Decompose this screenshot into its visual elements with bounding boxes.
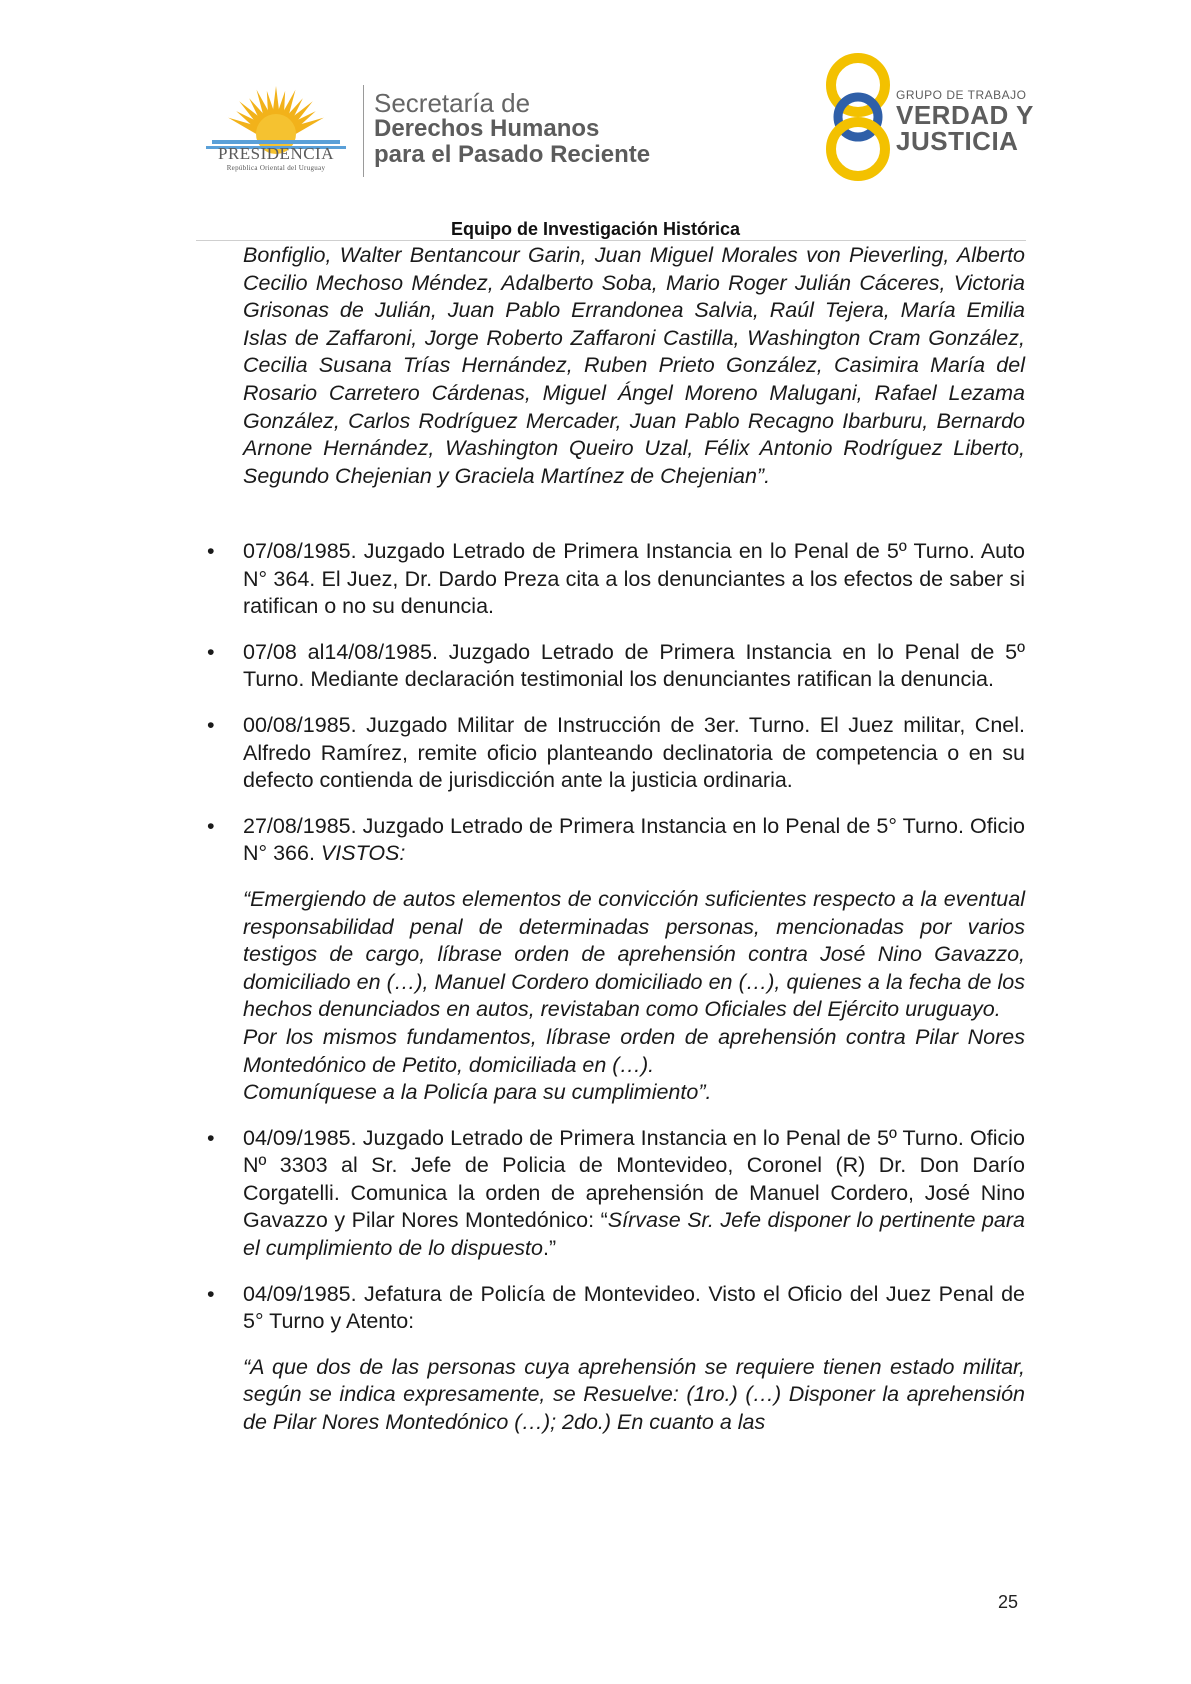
entry-text: 00/08/1985. Juzgado Militar de Instrucción de 3er. Turno. El Juez militar, Cnel. Alfredo Ramírez, remite oficio planteando declinatoria de competencia o en su defecto contienda de jurisdicción ante la justicia ordinaria. [243,712,1025,793]
bullet-icon: • [207,1125,215,1150]
bullet-icon: • [207,1281,215,1306]
continuation-text: Bonfiglio, Walter Bentancour Garin, Juan Miguel Morales von Pieverling, Alberto Cecilio Mechoso Méndez, Adalberto Soba, Mario Roger Julián Cáceres, Victoria Grisonas de Julián, Juan Pablo Errandonea Salvia, Raúl Tejera, María Emilia Islas de Zaffaroni, Jorge Roberto Zaffaroni Castilla, Washington Cram González, Cecilia Susana Trías Hernández, Ruben Prieto González, Casimira María del Rosario Carretero Cárdenas, Miguel Ángel Moreno Malugani, Rafael Lezama González, Carlos Rodríguez Mercader, Juan Pablo Recagno Ibarburu, Bernardo Arnone Hernández, Washington Queiro Uzal, Félix Antonio Rodríguez Liberto, Segundo Chejenian y Graciela Martínez de Chejenian”. [243,243,1025,488]
list-item [207,538,1025,621]
presidencia-title: PRESIDENCIA [217,144,334,163]
secretaria-line-3: para el Pasado Reciente [374,141,651,168]
entry-italic-text: Sírvase Sr. Jefe disponer lo pertinente para el cumplimiento de lo dispuesto [243,1208,1025,1261]
entry-tail-text: .” [542,1236,557,1261]
entry-text: 07/08 al14/08/1985. Juzgado Letrado de Primera Instancia en lo Penal de 5º Turno. Mediante declaración testimonial los denunciantes ratifican la denuncia. [243,639,1025,692]
entries-list [207,538,1025,1455]
header-divider [363,85,364,177]
quote-line: “A que dos de las personas cuya aprehensión se requiere tienen estado militar, según se indica expresamente, se Resuelve: (1ro.) (…) Disponer la aprehensión de Pilar Nores Montedónico (…); 2do.) En cuanto a las [243,1354,1025,1435]
verdad-label: VERDAD Y [896,100,1034,130]
quote-line: “Emergiendo de autos elementos de convicción suficientes respecto a la eventual responsabilidad penal de determinadas personas, mencionadas por varios testigos de cargo, líbrase orden de aprehensión contra José Nino Gavazzo, domiciliado en (…), Manuel Cordero domiciliado en (…), quienes a la fecha de los hechos denunciados en autos, revistaban como Oficiales del Ejército uruguayo. [243,886,1025,1022]
bullet-icon: • [207,813,215,838]
bullet-icon: • [207,539,215,563]
section-title: Equipo de Investigación Histórica [450,219,741,239]
list-item [207,639,1025,694]
continuation-paragraph [243,242,1025,490]
secretaria-logo-text [374,90,650,168]
bullet-icon: • [207,639,215,664]
quoted-resolution [243,886,1025,1107]
secretaria-line-2: Derechos Humanos [374,115,600,142]
entry-text: 07/08/1985. Juzgado Letrado de Primera Instancia en lo Penal de 5º Turno. Auto N° 364. El Juez, Dr. Dardo Preza cita a los denunciantes a los efectos de saber si ratifican o no su denuncia. [243,539,1025,619]
quote-line: Por los mismos fundamentos, líbrase orden de aprehensión contra Pilar Nores Montedónico de Petito, domiciliada en (…). [243,1024,1025,1077]
header-rule [196,240,1026,241]
page-header [0,0,1191,240]
entry-text: 04/09/1985. Jefatura de Policía de Montevideo. Visto el Oficio del Juez Penal de 5° Turno y Atento: [243,1281,1025,1334]
verdad-justicia-rings-logo-icon [818,52,898,182]
page-number: 25 [998,1592,1019,1612]
list-item [207,1125,1025,1263]
justicia-label: JUSTICIA [896,126,1019,156]
list-item [207,813,1025,1107]
presidencia-subtitle: República Oriental del Uruguay [226,164,326,172]
verdad-justicia-logo-text [896,88,1034,154]
quote-line: Comuníquese a la Policía para su cumplimiento”. [243,1080,712,1105]
bullet-icon: • [207,712,215,737]
list-item [207,1281,1025,1437]
entry-text: 27/08/1985. Juzgado Letrado de Primera Instancia en lo Penal de 5° Turno. Oficio N° 366. [243,813,1025,866]
entry-text: 04/09/1985. Juzgado Letrado de Primera Instancia en lo Penal de 5º Turno. Oficio Nº 3303 al Sr. Jefe de Policia de Montevideo, Coronel (R) Dr. Don Darío Corgatelli. Comunica la orden de aprehensión de Manuel Cordero, José Nino Gavazzo y Pilar Nores Montedónico: “ [243,1125,1025,1233]
quoted-resolution [243,1354,1025,1437]
grupo-label: GRUPO DE TRABAJO [896,88,1027,102]
entry-italic-text: VISTOS: [320,841,406,866]
secretaria-line-1: Secretaría de [374,88,531,118]
list-item [207,712,1025,795]
